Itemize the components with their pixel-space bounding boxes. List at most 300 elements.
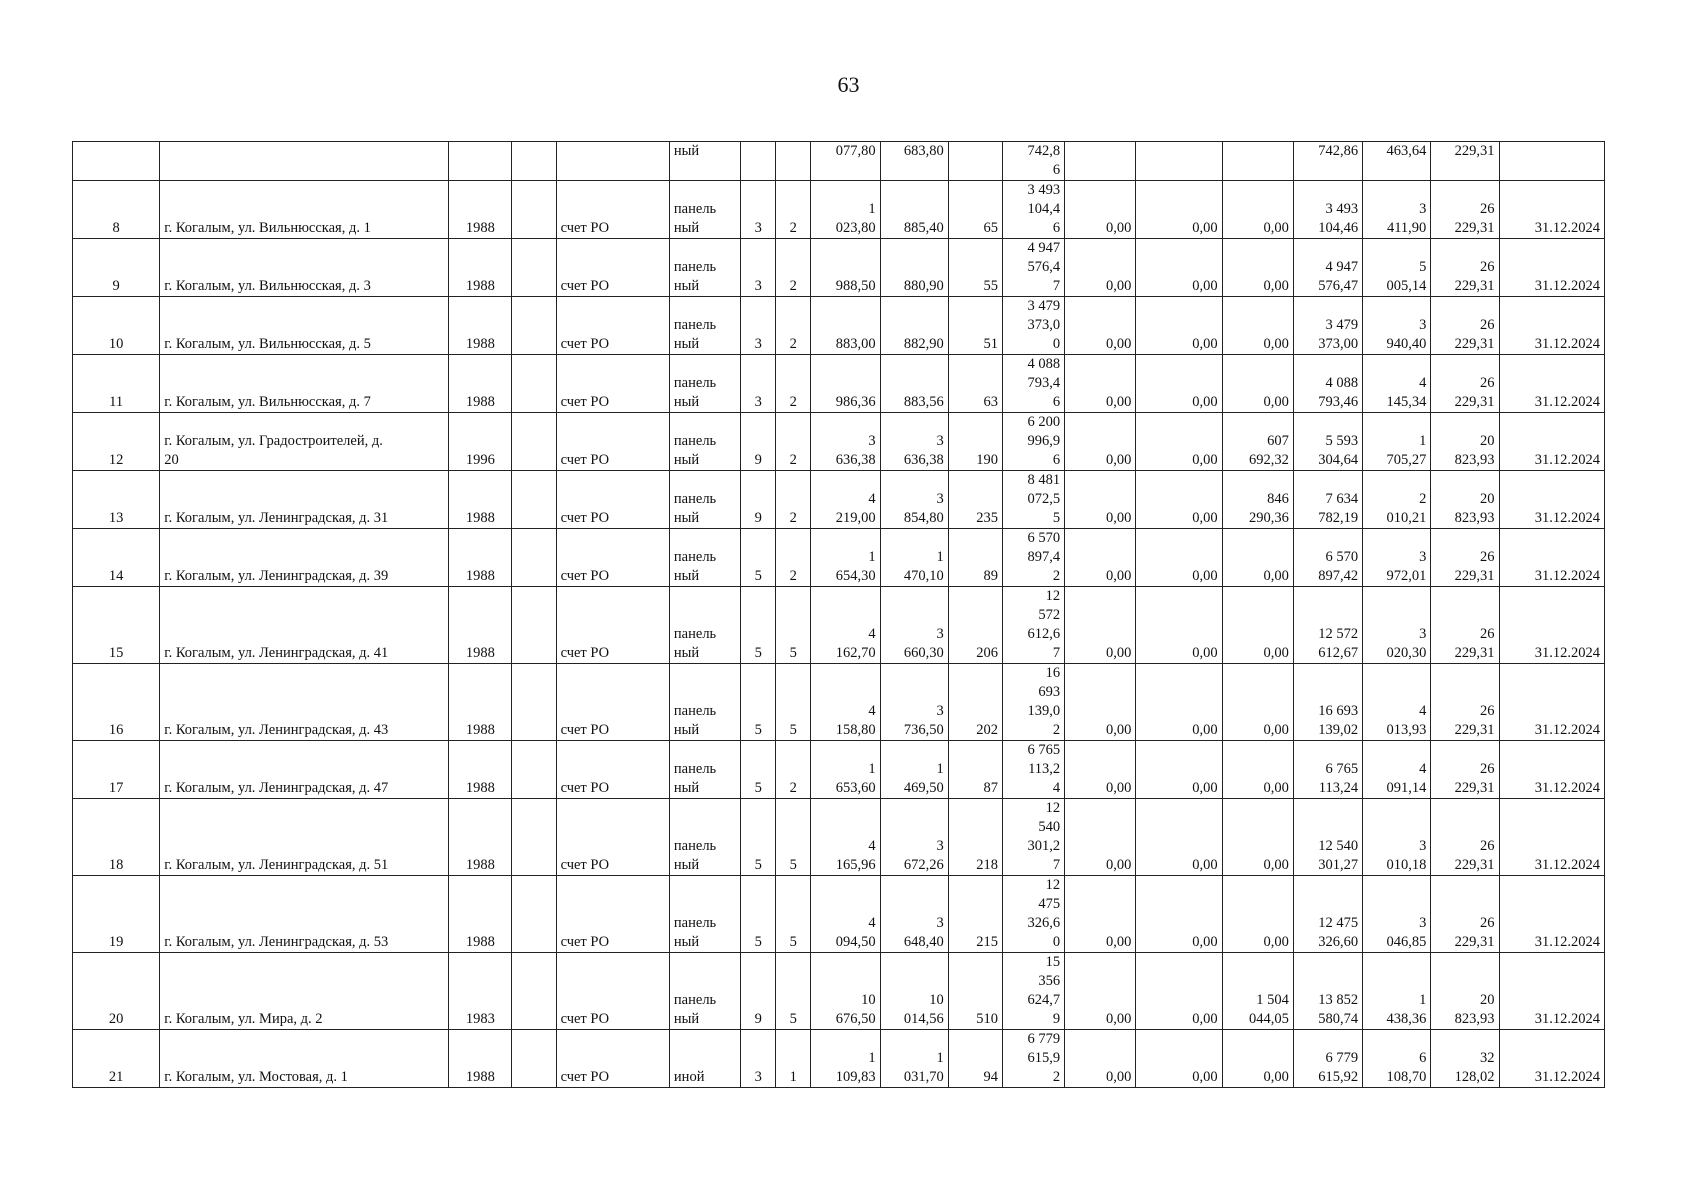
cell-deadline: 31.12.2024: [1499, 799, 1604, 876]
cell-fund-method: счет РО: [556, 297, 669, 355]
cell-year-built: 1988: [449, 799, 512, 876]
cell-fund-method: счет РО: [556, 239, 669, 297]
cell-residents: 202: [948, 664, 1002, 741]
cell-blank: [512, 471, 556, 529]
cell-address: г. Когалым, ул. Мостовая, д. 1: [160, 1030, 449, 1088]
cell-address: г. Когалым, ул. Ленинградская, д. 31: [160, 471, 449, 529]
cell-total-cost: 3 479 373,0 0: [1002, 297, 1064, 355]
cell-cost-b: 0,00: [1136, 413, 1222, 471]
cell-cost-per-sqm: 3 972,01: [1363, 529, 1431, 587]
cell-cost-a: 0,00: [1065, 355, 1136, 413]
cell-deadline: [1499, 142, 1604, 181]
cell-entrances: 5: [776, 876, 811, 953]
table-row: [73, 181, 1605, 239]
cell-cost-b: 0,00: [1136, 181, 1222, 239]
cell-floors: 5: [741, 741, 776, 799]
cell-cost-c: 846 290,36: [1222, 471, 1293, 529]
cell-max-cost: 26 229,31: [1431, 587, 1499, 664]
cell-row-number: 15: [73, 587, 160, 664]
cell-deadline: 31.12.2024: [1499, 355, 1604, 413]
cell-year-built: 1996: [449, 413, 512, 471]
cell-floors: 5: [741, 799, 776, 876]
cell-living-area: 1 469,50: [880, 741, 948, 799]
cell-living-area: 882,90: [880, 297, 948, 355]
cell-row-number: [73, 142, 160, 181]
cell-cost-b: 0,00: [1136, 799, 1222, 876]
cell-residents: 190: [948, 413, 1002, 471]
cell-deadline: 31.12.2024: [1499, 664, 1604, 741]
cell-row-number: 17: [73, 741, 160, 799]
cell-deadline: 31.12.2024: [1499, 297, 1604, 355]
cell-max-cost: 26 229,31: [1431, 239, 1499, 297]
cell-address: г. Когалым, ул. Вильнюсская, д. 3: [160, 239, 449, 297]
cell-floors: 5: [741, 529, 776, 587]
cell-fund-method: счет РО: [556, 181, 669, 239]
cell-deadline: 31.12.2024: [1499, 181, 1604, 239]
cell-entrances: 5: [776, 664, 811, 741]
cell-address: г. Когалым, ул. Ленинградская, д. 47: [160, 741, 449, 799]
cell-year-built: 1988: [449, 239, 512, 297]
cell-blank: [512, 953, 556, 1030]
cell-row-number: 14: [73, 529, 160, 587]
table-row: [73, 799, 1605, 876]
cell-residents: 55: [948, 239, 1002, 297]
cell-address: г. Когалым, ул. Ленинградская, д. 53: [160, 876, 449, 953]
cell-cost-b: 0,00: [1136, 297, 1222, 355]
cell-owners-funds: 4 088 793,46: [1293, 355, 1362, 413]
cell-max-cost: 26 229,31: [1431, 355, 1499, 413]
cell-entrances: 2: [776, 181, 811, 239]
cell-fund-method: счет РО: [556, 1030, 669, 1088]
cell-cost-a: 0,00: [1065, 664, 1136, 741]
cell-total-cost: 6 200 996,9 6: [1002, 413, 1064, 471]
cell-living-area: 1 470,10: [880, 529, 948, 587]
cell-total-area: 986,36: [811, 355, 880, 413]
table-row: [73, 355, 1605, 413]
cell-year-built: 1988: [449, 876, 512, 953]
cell-address: г. Когалым, ул. Мира, д. 2: [160, 953, 449, 1030]
cell-cost-per-sqm: 3 940,40: [1363, 297, 1431, 355]
cell-deadline: 31.12.2024: [1499, 471, 1604, 529]
cell-cost-c: 0,00: [1222, 799, 1293, 876]
cell-row-number: 9: [73, 239, 160, 297]
cell-total-cost: 4 947 576,4 7: [1002, 239, 1064, 297]
cell-wall-material: панель ный: [669, 181, 740, 239]
cell-blank: [512, 297, 556, 355]
cell-floors: 9: [741, 471, 776, 529]
cell-cost-c: 607 692,32: [1222, 413, 1293, 471]
cell-deadline: 31.12.2024: [1499, 876, 1604, 953]
cell-cost-a: 0,00: [1065, 741, 1136, 799]
cell-cost-b: 0,00: [1136, 529, 1222, 587]
cell-cost-c: 0,00: [1222, 876, 1293, 953]
cell-entrances: 2: [776, 355, 811, 413]
cell-residents: 206: [948, 587, 1002, 664]
cell-max-cost: 26 229,31: [1431, 181, 1499, 239]
cell-cost-c: 0,00: [1222, 741, 1293, 799]
cell-wall-material: панель ный: [669, 799, 740, 876]
cell-address: [160, 142, 449, 181]
cell-address: г. Когалым, ул. Вильнюсская, д. 1: [160, 181, 449, 239]
cell-fund-method: счет РО: [556, 355, 669, 413]
cell-owners-funds: 3 493 104,46: [1293, 181, 1362, 239]
cell-cost-per-sqm: 5 005,14: [1363, 239, 1431, 297]
cell-total-cost: 12 475 326,6 0: [1002, 876, 1064, 953]
cell-max-cost: 229,31: [1431, 142, 1499, 181]
cell-year-built: 1983: [449, 953, 512, 1030]
cell-row-number: 20: [73, 953, 160, 1030]
cell-cost-b: 0,00: [1136, 876, 1222, 953]
cell-cost-a: 0,00: [1065, 413, 1136, 471]
cell-address: г. Когалым, ул. Градостроителей, д. 20: [160, 413, 449, 471]
cell-cost-per-sqm: 2 010,21: [1363, 471, 1431, 529]
cell-deadline: 31.12.2024: [1499, 953, 1604, 1030]
cell-wall-material: ный: [669, 142, 740, 181]
cell-fund-method: счет РО: [556, 529, 669, 587]
cell-entrances: 5: [776, 953, 811, 1030]
cell-residents: 51: [948, 297, 1002, 355]
cell-cost-b: 0,00: [1136, 239, 1222, 297]
page-number: 63: [837, 72, 860, 97]
cell-address: г. Когалым, ул. Ленинградская, д. 43: [160, 664, 449, 741]
cell-fund-method: счет РО: [556, 876, 669, 953]
cell-fund-method: счет РО: [556, 799, 669, 876]
cell-owners-funds: 5 593 304,64: [1293, 413, 1362, 471]
cell-total-cost: 6 765 113,2 4: [1002, 741, 1064, 799]
cell-blank: [512, 181, 556, 239]
cell-cost-b: 0,00: [1136, 587, 1222, 664]
cell-residents: 235: [948, 471, 1002, 529]
cell-cost-c: 0,00: [1222, 664, 1293, 741]
cell-total-area: 4 094,50: [811, 876, 880, 953]
cell-wall-material: панель ный: [669, 529, 740, 587]
cell-row-number: 8: [73, 181, 160, 239]
cell-floors: [741, 142, 776, 181]
cell-wall-material: панель ный: [669, 587, 740, 664]
housing-registry-table: [72, 141, 1605, 1088]
cell-total-area: 4 158,80: [811, 664, 880, 741]
cell-owners-funds: 742,86: [1293, 142, 1362, 181]
cell-blank: [512, 239, 556, 297]
cell-blank: [512, 1030, 556, 1088]
cell-max-cost: 20 823,93: [1431, 953, 1499, 1030]
cell-owners-funds: 6 765 113,24: [1293, 741, 1362, 799]
cell-cost-per-sqm: 3 010,18: [1363, 799, 1431, 876]
cell-year-built: 1988: [449, 741, 512, 799]
cell-cost-a: 0,00: [1065, 297, 1136, 355]
cell-blank: [512, 355, 556, 413]
table-row: [73, 953, 1605, 1030]
cell-floors: 9: [741, 953, 776, 1030]
cell-year-built: 1988: [449, 471, 512, 529]
table-row: [73, 529, 1605, 587]
cell-cost-b: 0,00: [1136, 953, 1222, 1030]
cell-residents: 89: [948, 529, 1002, 587]
cell-row-number: 16: [73, 664, 160, 741]
cell-total-cost: 6 570 897,4 2: [1002, 529, 1064, 587]
cell-year-built: 1988: [449, 587, 512, 664]
cell-owners-funds: 16 693 139,02: [1293, 664, 1362, 741]
cell-residents: 94: [948, 1030, 1002, 1088]
cell-row-number: 12: [73, 413, 160, 471]
cell-owners-funds: 12 540 301,27: [1293, 799, 1362, 876]
cell-total-area: 1 654,30: [811, 529, 880, 587]
cell-entrances: 5: [776, 587, 811, 664]
table-row: [73, 297, 1605, 355]
cell-floors: 5: [741, 587, 776, 664]
cell-cost-a: 0,00: [1065, 799, 1136, 876]
cell-cost-c: 0,00: [1222, 355, 1293, 413]
cell-entrances: [776, 142, 811, 181]
cell-living-area: 885,40: [880, 181, 948, 239]
cell-cost-a: 0,00: [1065, 587, 1136, 664]
cell-living-area: 10 014,56: [880, 953, 948, 1030]
cell-blank: [512, 413, 556, 471]
cell-wall-material: панель ный: [669, 239, 740, 297]
cell-cost-a: 0,00: [1065, 181, 1136, 239]
cell-fund-method: счет РО: [556, 664, 669, 741]
cell-row-number: 10: [73, 297, 160, 355]
cell-deadline: 31.12.2024: [1499, 1030, 1604, 1088]
cell-address: г. Когалым, ул. Ленинградская, д. 41: [160, 587, 449, 664]
cell-deadline: 31.12.2024: [1499, 239, 1604, 297]
cell-cost-b: 0,00: [1136, 1030, 1222, 1088]
cell-cost-c: 0,00: [1222, 239, 1293, 297]
cell-living-area: 3 648,40: [880, 876, 948, 953]
cell-floors: 3: [741, 355, 776, 413]
cell-cost-a: 0,00: [1065, 529, 1136, 587]
cell-cost-per-sqm: 3 411,90: [1363, 181, 1431, 239]
cell-row-number: 21: [73, 1030, 160, 1088]
cell-cost-b: 0,00: [1136, 664, 1222, 741]
cell-owners-funds: 3 479 373,00: [1293, 297, 1362, 355]
cell-deadline: 31.12.2024: [1499, 529, 1604, 587]
cell-wall-material: панель ный: [669, 297, 740, 355]
cell-row-number: 18: [73, 799, 160, 876]
cell-residents: 510: [948, 953, 1002, 1030]
cell-blank: [512, 587, 556, 664]
cell-entrances: 2: [776, 413, 811, 471]
cell-owners-funds: 6 779 615,92: [1293, 1030, 1362, 1088]
cell-total-area: 3 636,38: [811, 413, 880, 471]
cell-max-cost: 26 229,31: [1431, 799, 1499, 876]
cell-cost-c: 0,00: [1222, 297, 1293, 355]
cell-owners-funds: 4 947 576,47: [1293, 239, 1362, 297]
cell-total-area: 1 109,83: [811, 1030, 880, 1088]
cell-cost-c: 0,00: [1222, 181, 1293, 239]
cell-cost-c: 0,00: [1222, 529, 1293, 587]
cell-cost-c: [1222, 142, 1293, 181]
cell-deadline: 31.12.2024: [1499, 741, 1604, 799]
cell-total-cost: 16 693 139,0 2: [1002, 664, 1064, 741]
cell-year-built: 1988: [449, 181, 512, 239]
cell-total-cost: 8 481 072,5 5: [1002, 471, 1064, 529]
cell-floors: 9: [741, 413, 776, 471]
cell-owners-funds: 13 852 580,74: [1293, 953, 1362, 1030]
cell-cost-per-sqm: 1 438,36: [1363, 953, 1431, 1030]
cell-address: г. Когалым, ул. Ленинградская, д. 51: [160, 799, 449, 876]
cell-living-area: 683,80: [880, 142, 948, 181]
cell-year-built: 1988: [449, 355, 512, 413]
table-row: [73, 413, 1605, 471]
table-row: [73, 876, 1605, 953]
cell-owners-funds: 12 572 612,67: [1293, 587, 1362, 664]
cell-floors: 5: [741, 876, 776, 953]
table-row: [73, 1030, 1605, 1088]
cell-total-cost: 15 356 624,7 9: [1002, 953, 1064, 1030]
cell-max-cost: 26 229,31: [1431, 297, 1499, 355]
cell-living-area: 1 031,70: [880, 1030, 948, 1088]
cell-total-area: 4 219,00: [811, 471, 880, 529]
cell-fund-method: счет РО: [556, 953, 669, 1030]
cell-floors: 5: [741, 664, 776, 741]
cell-entrances: 1: [776, 1030, 811, 1088]
cell-cost-per-sqm: 463,64: [1363, 142, 1431, 181]
cell-cost-a: 0,00: [1065, 876, 1136, 953]
cell-entrances: 2: [776, 471, 811, 529]
table-row: [73, 471, 1605, 529]
cell-total-area: 4 162,70: [811, 587, 880, 664]
cell-fund-method: счет РО: [556, 413, 669, 471]
cell-residents: 65: [948, 181, 1002, 239]
cell-total-cost: 742,8 6: [1002, 142, 1064, 181]
cell-cost-per-sqm: 1 705,27: [1363, 413, 1431, 471]
cell-blank: [512, 876, 556, 953]
cell-living-area: 3 672,26: [880, 799, 948, 876]
cell-living-area: 883,56: [880, 355, 948, 413]
cell-year-built: [449, 142, 512, 181]
table-row: [73, 587, 1605, 664]
cell-residents: 63: [948, 355, 1002, 413]
cell-entrances: 2: [776, 741, 811, 799]
cell-cost-a: 0,00: [1065, 239, 1136, 297]
cell-total-area: 883,00: [811, 297, 880, 355]
cell-max-cost: 20 823,93: [1431, 413, 1499, 471]
cell-floors: 3: [741, 297, 776, 355]
cell-deadline: 31.12.2024: [1499, 587, 1604, 664]
cell-floors: 3: [741, 239, 776, 297]
cell-fund-method: счет РО: [556, 741, 669, 799]
cell-entrances: 2: [776, 529, 811, 587]
cell-owners-funds: 7 634 782,19: [1293, 471, 1362, 529]
cell-blank: [512, 799, 556, 876]
cell-living-area: 3 854,80: [880, 471, 948, 529]
cell-address: г. Когалым, ул. Вильнюсская, д. 7: [160, 355, 449, 413]
cell-wall-material: панель ный: [669, 741, 740, 799]
cell-floors: 3: [741, 1030, 776, 1088]
cell-fund-method: счет РО: [556, 587, 669, 664]
cell-max-cost: 32 128,02: [1431, 1030, 1499, 1088]
cell-cost-a: 0,00: [1065, 471, 1136, 529]
cell-total-cost: 4 088 793,4 6: [1002, 355, 1064, 413]
cell-total-cost: 12 540 301,2 7: [1002, 799, 1064, 876]
cell-cost-c: 0,00: [1222, 1030, 1293, 1088]
cell-residents: 87: [948, 741, 1002, 799]
cell-fund-method: [556, 142, 669, 181]
cell-blank: [512, 529, 556, 587]
cell-blank: [512, 741, 556, 799]
cell-cost-a: [1065, 142, 1136, 181]
table-row: [73, 664, 1605, 741]
cell-max-cost: 20 823,93: [1431, 471, 1499, 529]
cell-living-area: 3 736,50: [880, 664, 948, 741]
cell-entrances: 2: [776, 297, 811, 355]
cell-cost-per-sqm: 4 013,93: [1363, 664, 1431, 741]
cell-cost-per-sqm: 4 145,34: [1363, 355, 1431, 413]
cell-total-area: 1 653,60: [811, 741, 880, 799]
cell-cost-c: 1 504 044,05: [1222, 953, 1293, 1030]
cell-total-area: 1 023,80: [811, 181, 880, 239]
cell-living-area: 880,90: [880, 239, 948, 297]
cell-max-cost: 26 229,31: [1431, 529, 1499, 587]
cell-year-built: 1988: [449, 1030, 512, 1088]
cell-total-area: 4 165,96: [811, 799, 880, 876]
cell-residents: [948, 142, 1002, 181]
cell-year-built: 1988: [449, 297, 512, 355]
table-row: [73, 741, 1605, 799]
cell-wall-material: панель ный: [669, 471, 740, 529]
cell-cost-a: 0,00: [1065, 953, 1136, 1030]
cell-total-cost: 3 493 104,4 6: [1002, 181, 1064, 239]
cell-row-number: 11: [73, 355, 160, 413]
cell-max-cost: 26 229,31: [1431, 876, 1499, 953]
cell-wall-material: панель ный: [669, 876, 740, 953]
cell-wall-material: панель ный: [669, 355, 740, 413]
cell-wall-material: панель ный: [669, 664, 740, 741]
cell-floors: 3: [741, 181, 776, 239]
cell-address: г. Когалым, ул. Вильнюсская, д. 5: [160, 297, 449, 355]
cell-owners-funds: 6 570 897,42: [1293, 529, 1362, 587]
cell-wall-material: панель ный: [669, 953, 740, 1030]
cell-wall-material: иной: [669, 1030, 740, 1088]
cell-living-area: 3 660,30: [880, 587, 948, 664]
cell-cost-b: 0,00: [1136, 355, 1222, 413]
cell-cost-per-sqm: 4 091,14: [1363, 741, 1431, 799]
cell-living-area: 3 636,38: [880, 413, 948, 471]
cell-residents: 218: [948, 799, 1002, 876]
cell-row-number: 13: [73, 471, 160, 529]
cell-cost-per-sqm: 3 046,85: [1363, 876, 1431, 953]
table-row: [73, 142, 1605, 181]
cell-total-area: 10 676,50: [811, 953, 880, 1030]
cell-total-area: 988,50: [811, 239, 880, 297]
cell-blank: [512, 142, 556, 181]
cell-row-number: 19: [73, 876, 160, 953]
cell-address: г. Когалым, ул. Ленинградская, д. 39: [160, 529, 449, 587]
cell-cost-c: 0,00: [1222, 587, 1293, 664]
cell-total-cost: 12 572 612,6 7: [1002, 587, 1064, 664]
cell-owners-funds: 12 475 326,60: [1293, 876, 1362, 953]
cell-year-built: 1988: [449, 664, 512, 741]
cell-cost-per-sqm: 6 108,70: [1363, 1030, 1431, 1088]
cell-total-cost: 6 779 615,9 2: [1002, 1030, 1064, 1088]
cell-wall-material: панель ный: [669, 413, 740, 471]
cell-entrances: 2: [776, 239, 811, 297]
cell-fund-method: счет РО: [556, 471, 669, 529]
cell-year-built: 1988: [449, 529, 512, 587]
cell-cost-a: 0,00: [1065, 1030, 1136, 1088]
cell-max-cost: 26 229,31: [1431, 741, 1499, 799]
cell-total-area: 077,80: [811, 142, 880, 181]
cell-max-cost: 26 229,31: [1431, 664, 1499, 741]
cell-blank: [512, 664, 556, 741]
cell-cost-b: 0,00: [1136, 741, 1222, 799]
cell-deadline: 31.12.2024: [1499, 413, 1604, 471]
cell-cost-per-sqm: 3 020,30: [1363, 587, 1431, 664]
cell-entrances: 5: [776, 799, 811, 876]
cell-cost-b: 0,00: [1136, 471, 1222, 529]
cell-cost-b: [1136, 142, 1222, 181]
